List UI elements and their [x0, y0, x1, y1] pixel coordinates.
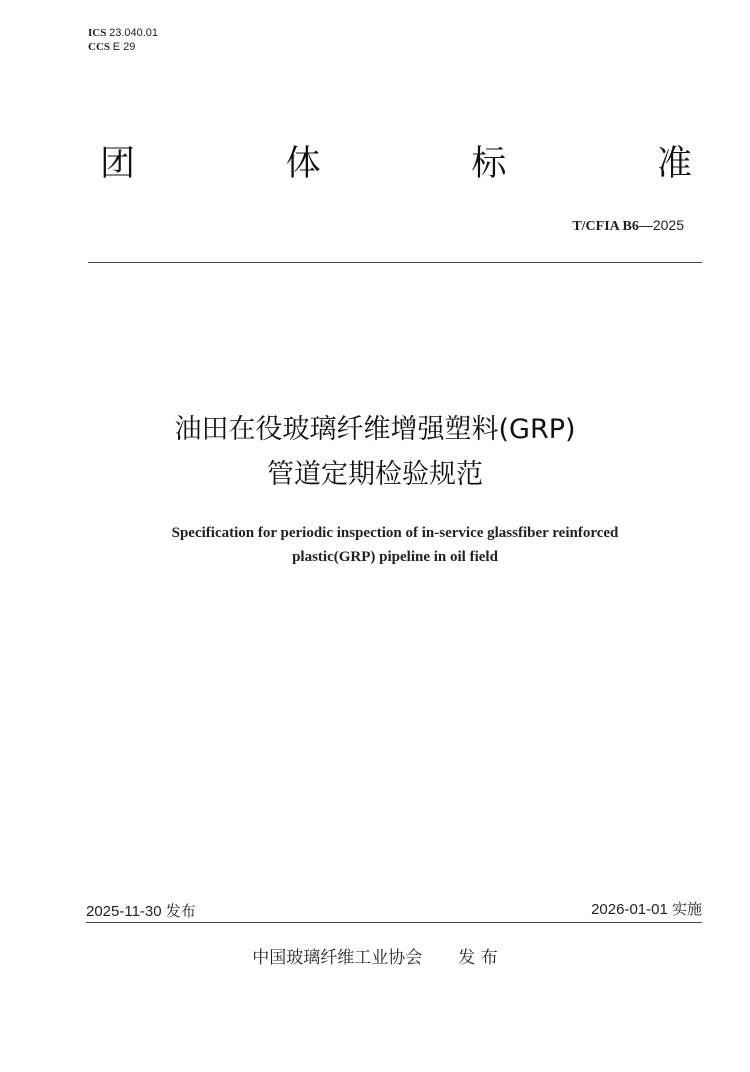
standard-number-prefix: T/CFIA B6	[572, 219, 639, 234]
publisher-name: 中国玻璃纤维工业协会	[252, 948, 423, 968]
publisher-line	[60, 943, 690, 968]
ics-code: 23.040.01	[109, 27, 159, 39]
chinese-title	[60, 407, 690, 497]
ics-line	[88, 26, 158, 40]
doc-type-char: 标	[471, 144, 507, 184]
top-divider	[88, 262, 702, 263]
doc-type-char: 准	[656, 144, 692, 184]
ccs-code: E 29	[112, 41, 136, 53]
ccs-label: CCS	[88, 41, 111, 53]
chinese-title-line-1: 油田在役玻璃纤维增强塑料(GRP)	[174, 414, 576, 445]
classification-codes	[88, 26, 158, 54]
english-title-line-1: Specification for periodic inspection of in-service glassfiber reinforced	[171, 525, 619, 541]
standard-number-year: —2025	[638, 217, 684, 233]
ics-label: ICS	[88, 27, 107, 39]
document-type-heading	[100, 142, 692, 186]
standard-number	[572, 217, 684, 235]
bottom-divider	[86, 922, 702, 923]
publisher-action: 发 布	[458, 948, 498, 968]
ccs-line	[88, 40, 158, 54]
issue-date: 2025-11-30 发布	[86, 903, 196, 920]
chinese-title-line-2: 管道定期检验规范	[267, 459, 483, 490]
doc-type-char: 团	[100, 144, 136, 184]
english-title	[105, 521, 685, 569]
implementation-date: 2026-01-01 实施	[591, 901, 702, 918]
doc-type-char: 体	[285, 144, 321, 184]
english-title-line-2: plastic(GRP) pipeline in oil field	[292, 549, 498, 565]
